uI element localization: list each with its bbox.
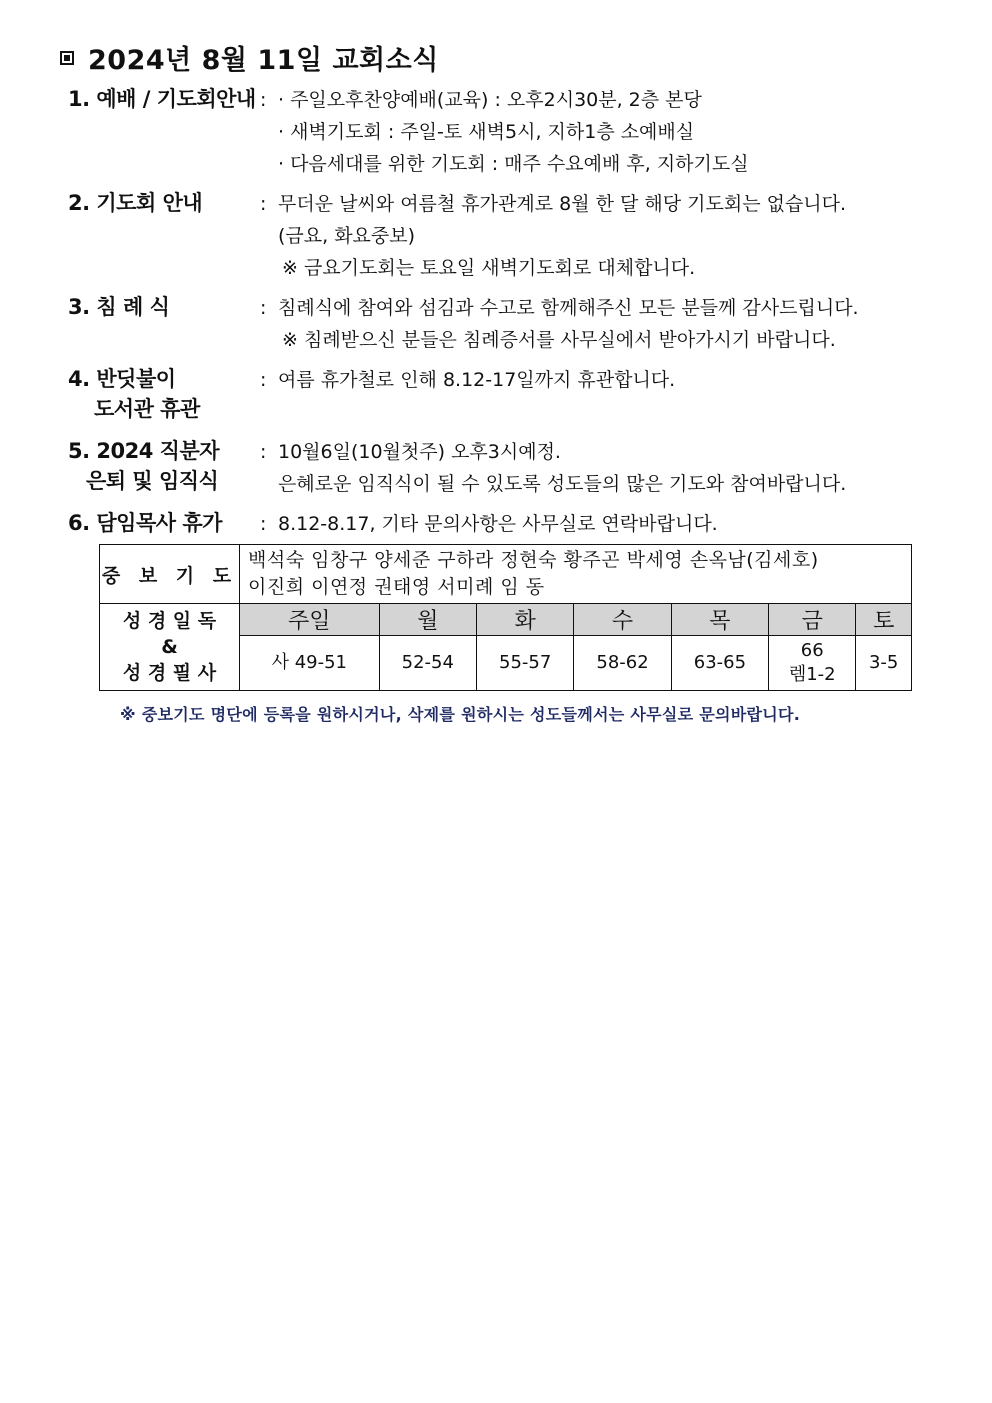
section-note: ※ 침례받으신 분들은 침례증서를 사무실에서 받아가시기 바랍니다. (282, 329, 836, 351)
prayer-names-line2: 이진희 이연정 권태영 서미례 임 동 (248, 576, 545, 598)
section-line: · 다음세대를 위한 기도회 : 매주 수요예배 후, 지하기도실 (278, 153, 749, 175)
section-label-line2: 도서관 휴관 (94, 397, 200, 421)
section-line: 8.12-8.17, 기타 문의사항은 사무실로 연락바랍니다. (278, 513, 718, 535)
day-header-thursday: 목 (671, 604, 768, 636)
section-label (68, 436, 260, 496)
square-bullet-icon (60, 51, 74, 65)
day-header-friday: 금 (769, 604, 856, 636)
prayer-label: 중 보 기 도 (100, 545, 240, 604)
day-header-sunday: 주일 (240, 604, 380, 636)
section-line: · 새벽기도회 : 주일-토 새벽5시, 지하1층 소예배실 (278, 121, 695, 143)
prayer-row (100, 545, 912, 604)
day-header-wednesday: 수 (574, 604, 671, 636)
section-colon: : (260, 193, 267, 215)
reading-wednesday: 58-62 (574, 636, 671, 691)
reading-monday: 52-54 (379, 636, 476, 691)
day-header-monday: 월 (379, 604, 476, 636)
footnote: ※ 중보기도 명단에 등록을 원하시거나, 삭제를 원하시는 성도들께서는 사무실로 문의바랍니다. (120, 705, 801, 724)
section-prayer-meeting (68, 188, 928, 284)
section-library (68, 364, 928, 424)
section-colon: : (260, 513, 267, 535)
section-line: 무더운 날씨와 여름철 휴가관계로 8월 한 달 해당 기도회는 없습니다. (278, 193, 847, 215)
section-label: 3. 침 례 식 (68, 295, 170, 319)
reading-saturday: 3-5 (856, 636, 912, 691)
section-colon: : (260, 441, 267, 463)
day-header-saturday: 토 (856, 604, 912, 636)
section-label: 1. 예배 / 기도회안내 (68, 87, 256, 111)
reading-label-amp: & (161, 636, 178, 658)
reading-label-line2: 성 경 필 사 (122, 662, 217, 684)
section-line: 10월6일(10월첫주) 오후3시예정. (278, 441, 561, 463)
section-note: ※ 금요기도회는 토요일 새벽기도회로 대체합니다. (282, 257, 696, 279)
section-line: 여름 휴가철로 인해 8.12-17일까지 휴관합니다. (278, 369, 676, 391)
announcement-list (68, 84, 928, 548)
section-worship (68, 84, 928, 180)
prayer-reading-table (99, 544, 912, 691)
section-colon: : (260, 297, 267, 319)
reading-thursday: 63-65 (671, 636, 768, 691)
section-body (278, 84, 928, 180)
section-pastor-vacation (68, 508, 928, 540)
section-line: · 주일오후찬양예배(교육) : 오후2시30분, 2층 본당 (278, 89, 702, 111)
section-colon: : (260, 89, 267, 111)
section-line: 침례식에 참여와 섬김과 수고로 함께해주신 모든 분들께 감사드립니다. (278, 297, 859, 319)
prayer-names (240, 545, 912, 604)
reading-label (100, 604, 240, 691)
section-label (68, 364, 260, 424)
reading-sunday: 사 49-51 (240, 636, 380, 691)
section-label-line1: 5. 2024 직분자 (68, 439, 220, 463)
day-header-tuesday: 화 (476, 604, 573, 636)
section-label-line2: 은퇴 및 임직식 (86, 469, 219, 493)
section-baptism (68, 292, 928, 356)
section-label: 2. 기도회 안내 (68, 191, 203, 215)
reading-friday (769, 636, 856, 691)
reading-friday-line2: 렘1-2 (788, 664, 836, 685)
section-body (278, 188, 928, 284)
reading-tuesday: 55-57 (476, 636, 573, 691)
page-title-text: 2024년 8월 11일 교회소식 (88, 45, 439, 76)
section-label-line1: 4. 반딧불이 (68, 367, 176, 391)
section-ordination (68, 436, 928, 500)
section-body (278, 292, 928, 356)
prayer-names-line1: 백석숙 임창구 양세준 구하라 정현숙 황주곤 박세영 손옥남(김세호) (248, 549, 819, 571)
section-body (278, 508, 928, 540)
section-line: (금요, 화요중보) (278, 225, 416, 247)
reading-label-line1: 성 경 일 독 (122, 610, 217, 632)
page-title (60, 38, 439, 77)
section-label: 6. 담임목사 휴가 (68, 511, 222, 535)
days-row (100, 604, 912, 636)
reading-friday-line1: 66 (800, 640, 824, 661)
section-body (278, 364, 928, 396)
section-colon: : (260, 369, 267, 391)
section-line: 은혜로운 임직식이 될 수 있도록 성도들의 많은 기도와 참여바랍니다. (278, 473, 847, 495)
section-body (278, 436, 928, 500)
